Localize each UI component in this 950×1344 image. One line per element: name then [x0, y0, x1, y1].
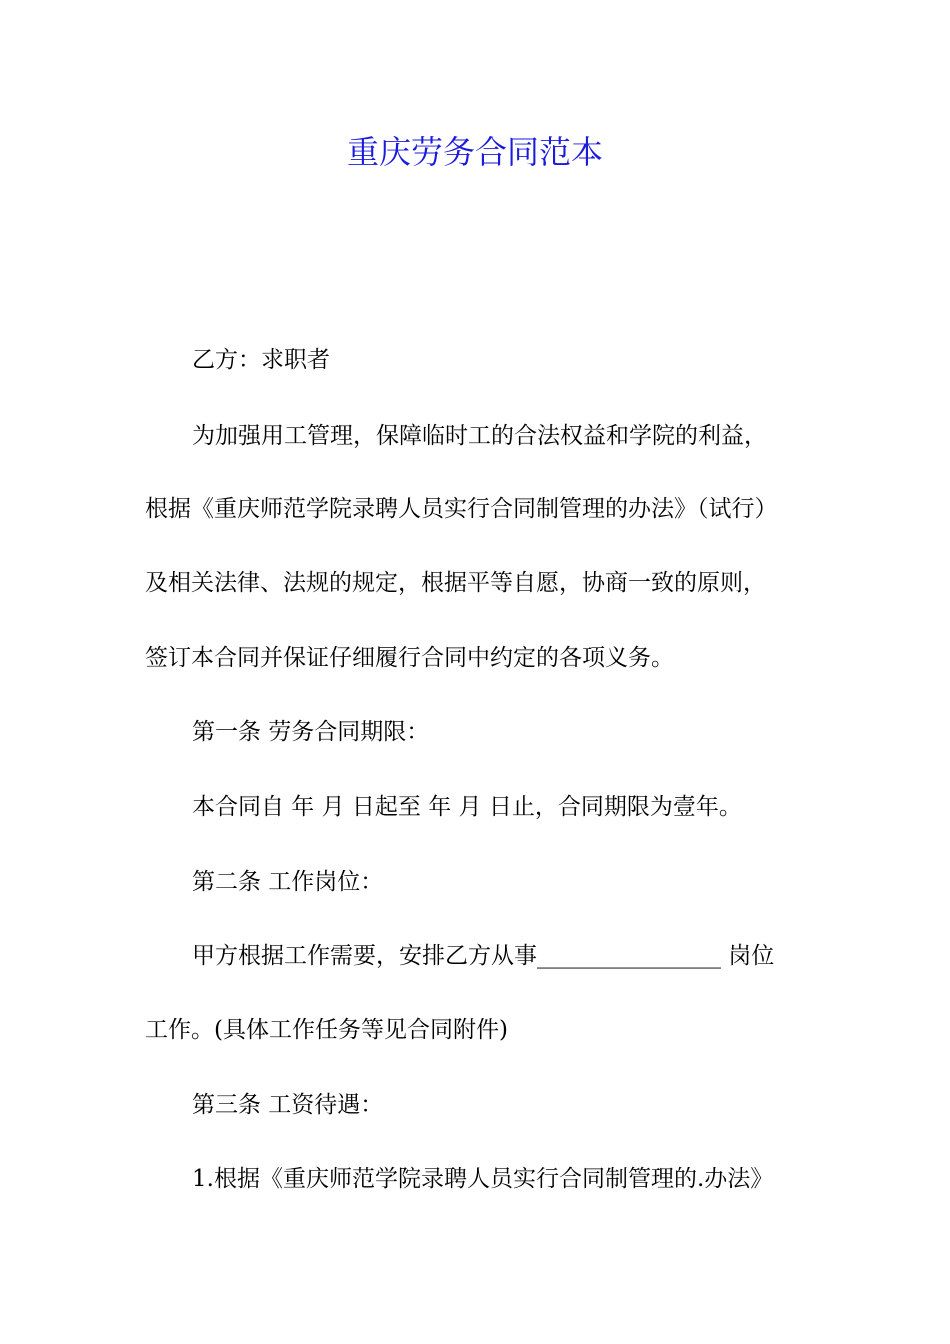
preamble-line-1: 为加强用工管理，保障临时工的合法权益和学院的利益， — [192, 423, 767, 449]
article-2-text-line-1: 甲方根据工作需要，安排乙方从事________________ 岗位 — [192, 943, 775, 969]
article-1-heading: 第一条 劳务合同期限： — [192, 719, 430, 745]
article-2-text-line-2: 工作。(具体工作任务等见合同附件) — [145, 1017, 508, 1043]
document-title: 重庆劳务合同范本 — [346, 133, 603, 171]
preamble-line-2: 根据《重庆师范学院录聘人员实行合同制管理的办法》（试行） — [145, 496, 778, 522]
preamble-line-4: 签订本合同并保证仔细履行合同中约定的各项义务。 — [145, 645, 674, 671]
article-2-heading: 第二条 工作岗位： — [192, 869, 384, 895]
party-b-line: 乙方：求职者 — [192, 347, 330, 373]
article-1-text: 本合同自 年 月 日起至 年 月 日止，合同期限为壹年。 — [192, 794, 742, 820]
preamble-line-3: 及相关法律、法规的规定，根据平等自愿，协商一致的原则， — [145, 570, 766, 596]
article-3-item-1: 1.根据《重庆师范学院录聘人员实行合同制管理的.办法》 — [192, 1166, 774, 1192]
article-3-heading: 第三条 工资待遇： — [192, 1092, 384, 1118]
